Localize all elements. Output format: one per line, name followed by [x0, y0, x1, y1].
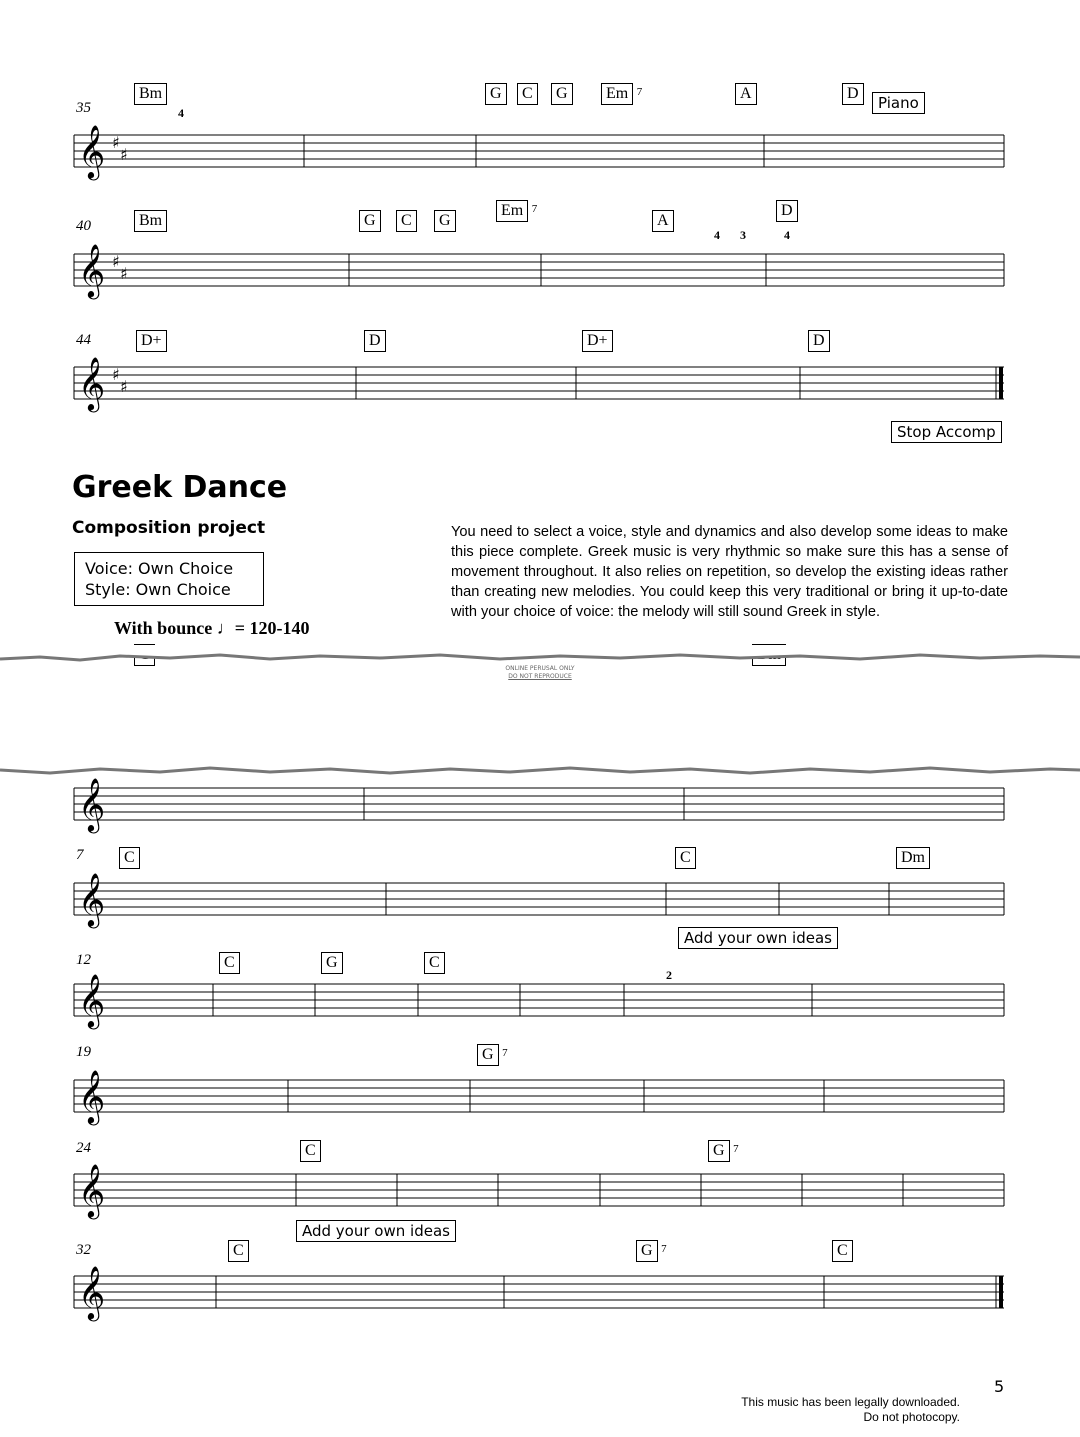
measure-number: 19: [76, 1044, 91, 1060]
staff-system-35: [74, 80, 1004, 190]
staff-system-7: [74, 845, 1004, 955]
svg-text:♯: ♯: [112, 133, 120, 152]
chord-symbol: D: [364, 330, 386, 352]
chord-symbol: C: [396, 210, 417, 232]
add-ideas-cue: Add your own ideas: [678, 927, 838, 949]
chord-symbol: C: [119, 847, 140, 869]
staff-35: [74, 80, 1004, 190]
chord-symbol: D+: [136, 330, 167, 352]
svg-text:𝄞: 𝄞: [78, 872, 106, 926]
notice-line-1: ONLINE PERUSAL ONLY: [505, 665, 575, 672]
fingering: 3: [740, 228, 746, 242]
piece-title: Greek Dance: [72, 470, 288, 505]
staff-system-44: [74, 325, 1004, 450]
chord-symbol: A: [652, 210, 674, 232]
svg-text:𝄞: 𝄞: [78, 1069, 106, 1123]
staff-system-24: [74, 1138, 1004, 1248]
svg-text:♯: ♯: [120, 377, 128, 396]
chord-symbol: A: [735, 83, 757, 105]
notice-line-2: DO NOT REPRODUCE: [508, 673, 572, 680]
staff-12: [74, 950, 1004, 1050]
chord-symbol: C: [832, 1240, 853, 1262]
chord-symbol-g7: G 7: [636, 1240, 658, 1262]
chord-symbol: C: [517, 83, 538, 105]
staff-40: [74, 200, 1004, 310]
svg-text:♯: ♯: [112, 252, 120, 271]
staff-7: [74, 845, 1004, 955]
measure-number: 40: [76, 218, 91, 234]
chord-symbol: C: [228, 1240, 249, 1262]
legal-line-1: This music has been legally downloaded.: [741, 1395, 960, 1409]
staff-system-19: [74, 1040, 1004, 1140]
fingering: 4: [784, 228, 790, 242]
measure-number: 35: [76, 100, 91, 116]
staff-24: [74, 1138, 1004, 1248]
svg-text:𝄞: 𝄞: [78, 973, 106, 1027]
staff-32: [74, 1238, 1004, 1338]
staff-system-32: [74, 1238, 1004, 1338]
measure-number: 12: [76, 952, 91, 968]
tempo-value: = 120-140: [234, 618, 310, 638]
chord-symbol: C: [424, 952, 445, 974]
chord-symbol: G: [359, 210, 381, 232]
staff-system-40: [74, 200, 1004, 310]
svg-text:𝄞: 𝄞: [78, 356, 106, 410]
section-subtitle: Composition project: [72, 518, 266, 538]
voice-style-box: [74, 552, 264, 606]
fingering: 4: [714, 228, 720, 242]
chord-symbol: G: [434, 210, 456, 232]
staff-44: [74, 325, 1004, 435]
chord-symbol: D: [808, 330, 830, 352]
svg-text:𝄞: 𝄞: [78, 777, 106, 831]
instructions-text: You need to select a voice, style and dynamics and also develop some ideas to make this piece complete. Greek music is very rhythmic so make sure this has a sense of movement throughout. It also relies on repetition, so develop the existing ideas rather than creating new melodies. You could keep this very traditional or bring it up-to-date with your choice of voice: the melody will still sound Greek in style.: [451, 524, 1008, 620]
svg-text:𝄞: 𝄞: [78, 1265, 106, 1319]
chord-symbol: D: [842, 83, 864, 105]
torn-edge-top: [0, 645, 1080, 665]
style-line: Style: Own Choice: [85, 580, 231, 599]
chord-symbol-em7: Em 7: [496, 200, 528, 222]
perusal-notice: [480, 665, 600, 681]
chord-symbol: G: [321, 952, 343, 974]
legal-line-2: Do not photocopy.: [863, 1410, 960, 1424]
measure-number: 32: [76, 1242, 91, 1258]
staff-19: [74, 1040, 1004, 1140]
staff-system-12: [74, 950, 1004, 1050]
chord-symbol: Bm: [134, 83, 167, 105]
chord-symbol: D: [776, 200, 798, 222]
tempo-marking: [114, 618, 309, 639]
add-ideas-cue: Add your own ideas: [296, 1220, 456, 1242]
measure-number: 24: [76, 1140, 91, 1156]
svg-text:♯: ♯: [120, 145, 128, 164]
chord-symbol: Dm: [896, 847, 930, 869]
chord-symbol: Bm: [134, 210, 167, 232]
svg-text:♯: ♯: [112, 365, 120, 384]
piano-cue: Piano: [872, 92, 925, 114]
legal-notice: [741, 1395, 960, 1425]
chord-symbol-g7: G 7: [477, 1044, 499, 1066]
measure-number: 44: [76, 332, 91, 348]
chord-symbol: C: [219, 952, 240, 974]
svg-text:♯: ♯: [120, 264, 128, 283]
page-number: 5: [994, 1377, 1005, 1396]
fingering: 2: [666, 968, 672, 982]
measure-number: 7: [76, 847, 84, 863]
chord-symbol: G: [485, 83, 507, 105]
voice-line: Voice: Own Choice: [85, 559, 234, 578]
svg-text:𝄞: 𝄞: [78, 1163, 106, 1217]
staff-b1: [74, 770, 1004, 840]
chord-symbol: C: [675, 847, 696, 869]
chord-symbol: C: [300, 1140, 321, 1162]
chord-symbol-g7: G 7: [708, 1140, 730, 1162]
tempo-text: With bounce: [114, 618, 213, 638]
fingering: 4: [178, 106, 184, 120]
quarter-note-icon: ♩: [216, 618, 235, 638]
svg-text:𝄞: 𝄞: [78, 124, 106, 178]
stop-accomp-cue: Stop Accomp: [891, 421, 1002, 443]
svg-text:𝄞: 𝄞: [78, 243, 106, 297]
chord-symbol: D+: [582, 330, 613, 352]
chord-symbol: G: [551, 83, 573, 105]
chord-symbol-em7: Em 7: [601, 83, 633, 105]
staff-system-b1: [74, 770, 1004, 840]
